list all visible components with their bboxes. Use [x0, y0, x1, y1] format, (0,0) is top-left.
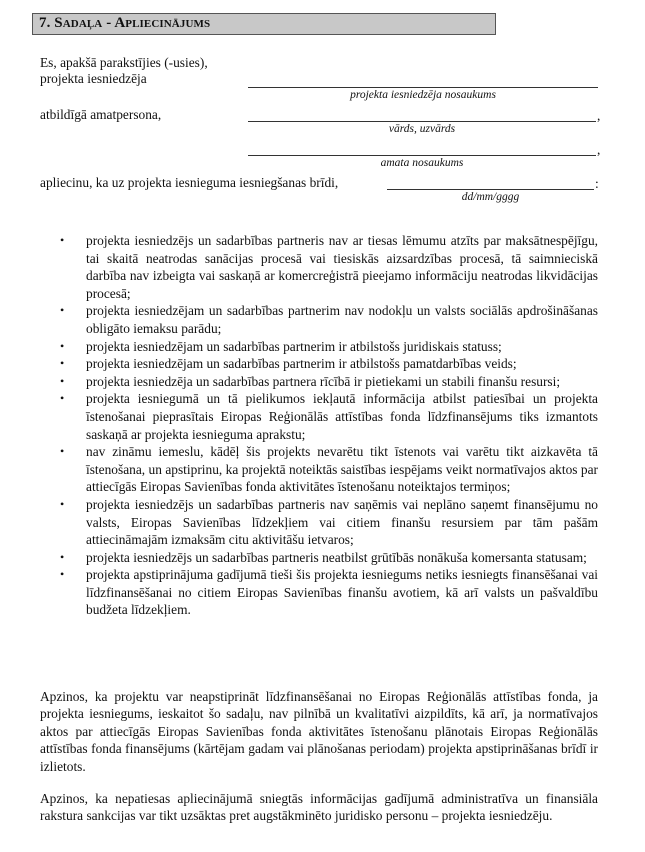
- list-item: • projekta iesniedzējam un sadarbības partnerim ir atbilstošs juridiskais statuss;: [60, 338, 502, 354]
- person-name-caption: vārds, uzvārds: [388, 123, 456, 135]
- intro-line-3: atbildīgā amatpersona,: [40, 107, 162, 122]
- list-item: • projekta apstiprinājuma gadījumā tieši šis projekta iesniegums netiks iesniegts finansēšanai vai līdzfinansēšanai no citiem Eiropas Savienības finanšu avotiem, kā arī valsts un pašvaldību budžeta līdzekļiem.: [60, 567, 598, 618]
- position-suffix: ,: [597, 142, 601, 157]
- person-name-suffix: ,: [597, 108, 601, 123]
- bullet-icon: •: [60, 233, 65, 247]
- declaration-list: [40, 232, 598, 619]
- paragraph-sanctions: Apzinos, ka nepatiesas apliecinājumā sniegtās informācijas gadījumā administratīva un finansiāla rakstura sankcijas var tikt uzsāktas pret augstākminēto juridisko personu – projekta iesniedzēju.: [40, 791, 598, 824]
- bullet-icon: •: [60, 567, 65, 582]
- bullet-icon: •: [60, 356, 65, 371]
- list-item: • projekta iesniedzējam un sadarbības partnerim ir atbilstošs pamatdarbības veids;: [60, 356, 517, 372]
- applicant-name-caption: projekta iesniedzēja nosaukums: [350, 89, 496, 101]
- intro-line-2: projekta iesniedzēja: [40, 71, 147, 86]
- date-field[interactable]: [387, 189, 594, 190]
- list-item: • projekta iesniedzējs un sadarbības partneris nav saņēmis vai neplāno saņemt finansējumu no valsts, Eiropas Savienības līdzekļiem vai citiem finanšu resursiem par tām pašām attiecināmajām izmaksām citu aktivitāšu ietvaros;: [60, 496, 598, 548]
- list-item: • projekta iesniegumā un tā pielikumos iekļautā informācija atbilst patiesībai un projekta īstenošanai pieprasītais Eiropas Reģionālās attīstības fonda līdzfinansējums tiks izmantots saskaņā ar projekta iesnieguma aprakstu;: [60, 391, 598, 442]
- section-header: [32, 13, 496, 35]
- bullet-icon: •: [60, 549, 65, 564]
- paragraph-cofinancing: Apzinos, ka projektu var neapstiprināt līdzfinansēšanai no Eiropas Reģionālās attīstības fonda, ja projekta iesniegums, ieskaitot šo sadaļu, nav pilnībā un kvalitatīvi aizpildīts, kā arī, ja normatīvajos aktos par attiecīgās Eiropas Savienības fonda aktivitātes īstenošanu plānotais Eiropas Reģionālās attīstības fonda finansējums (kārtējam gadam vai plānošanas periodam) projekta apstiprināšanas brīdī ir izlietots.: [40, 689, 598, 774]
- intro-line-4: apliecinu, ka uz projekta iesnieguma iesniegšanas brīdi,: [40, 175, 339, 190]
- date-caption: dd/mm/gggg: [461, 191, 520, 203]
- bullet-icon: •: [60, 373, 65, 388]
- bullet-icon: •: [60, 338, 65, 353]
- position-field[interactable]: [248, 155, 596, 156]
- list-item: • nav zināmu iemeslu, kādēļ šis projekts nevarētu tikt īstenots vai varētu tikt aizkavēta tā īstenošana, un apstiprinu, ka projektā noteiktās saistības iespējams veikt normatīvajos aktos par attiecīgās Eiropas Savienības fonda aktivitātes īstenošanu noteiktajos termiņos;: [60, 444, 598, 495]
- list-item: • projekta iesniedzēja un sadarbības partnera rīcībā ir pietiekami un stabili finanšu resursi;: [60, 373, 561, 389]
- intro-line-1: Es, apakšā parakstījies (-usies),: [40, 55, 208, 70]
- date-suffix: :: [595, 176, 599, 191]
- list-item: • projekta iesniedzējs un sadarbības partneris nav ar tiesas lēmumu atzīts par maksātnespējīgu, tai skaitā neatrodas sanācijas procesā vai tiesiskās aizsardzības procesā, tā saimnieciskā darbība nav izbeigta vai saskaņā ar komercreģistrā pieejamo informāciju neatrodas likvidācijas procesā;: [60, 233, 598, 301]
- list-item: • projekta iesniedzējam un sadarbības partnerim nav nodokļu un valsts sociālās apdrošināšanas obligāto iemaksu parādu;: [60, 303, 598, 336]
- list-item: • projekta iesniedzējs un sadarbības partneris neatbilst grūtībās nonākuša komersanta statusam;: [60, 549, 587, 565]
- bullet-icon: •: [60, 496, 65, 511]
- bullet-icon: •: [60, 444, 65, 459]
- bullet-icon: •: [60, 303, 65, 318]
- section-title: 7. Sadaļa - Apliecinājums: [39, 15, 211, 31]
- person-name-field[interactable]: [248, 121, 596, 122]
- position-caption: amata nosaukums: [380, 157, 464, 169]
- applicant-name-field[interactable]: [248, 87, 598, 88]
- bullet-icon: •: [60, 391, 65, 406]
